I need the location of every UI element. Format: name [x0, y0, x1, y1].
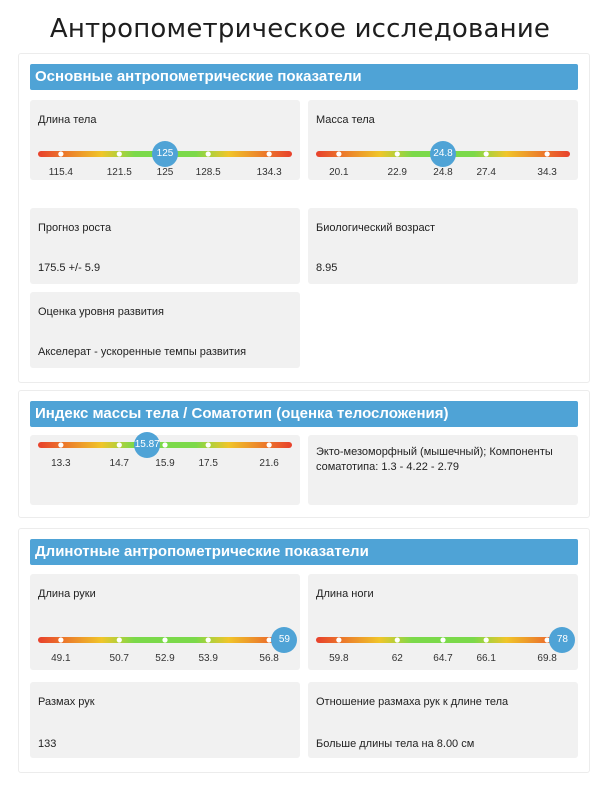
- scale-bar: [38, 574, 292, 664]
- scale-tick-dot: [58, 442, 63, 447]
- arm-length-card: [30, 574, 300, 670]
- scale-tick-label: 52.9: [155, 653, 175, 664]
- scale-tick-label: 34.3: [537, 167, 557, 178]
- leg-length-scale: [316, 574, 570, 664]
- basic-section: [18, 53, 590, 383]
- scale-bar: [38, 435, 292, 525]
- leg-length-card: [308, 574, 578, 670]
- scale-tick-label: 14.7: [109, 458, 129, 469]
- scale-tick-dot: [117, 637, 122, 642]
- scale-tick-dot: [58, 151, 63, 156]
- span-ratio-card: [308, 682, 578, 758]
- length-section: [18, 528, 590, 773]
- scale-value-marker: 59: [271, 627, 297, 653]
- scale-tick-dot: [484, 637, 489, 642]
- weight-label: Масса тела: [316, 114, 375, 126]
- somatotype-card: [308, 435, 578, 505]
- scale-tick-label: 24.8: [433, 167, 453, 178]
- scale-tick-label: 62: [391, 653, 403, 664]
- arm-length-label: Длина руки: [38, 588, 96, 600]
- scale-tick-label: 59.8: [329, 653, 349, 664]
- bio-age-card: [308, 208, 578, 284]
- bmi-section: [18, 390, 590, 518]
- height-scale: [38, 100, 292, 180]
- development-label: Оценка уровня развития: [38, 306, 164, 318]
- scale-tick-label: 15.9: [155, 458, 175, 469]
- scale-tick-label: 27.4: [476, 167, 496, 178]
- scale-tick-label: 64.7: [433, 653, 453, 664]
- arm-span-value: 133: [38, 738, 57, 750]
- scale-tick-label: 56.8: [259, 653, 279, 664]
- scale-tick-label: 134.3: [256, 167, 282, 178]
- span-ratio-value: Больше длины тела на 8.00 см: [316, 738, 475, 750]
- scale-tick-label: 125: [156, 167, 174, 178]
- scale-tick-dot: [545, 151, 550, 156]
- section-header-length: Длинотные антропометрические показатели: [30, 539, 578, 565]
- scale-tick-dot: [206, 151, 211, 156]
- arm-span-card: [30, 682, 300, 758]
- scale-tick-dot: [440, 637, 445, 642]
- scale-tick-label: 69.8: [537, 653, 557, 664]
- bmi-card: [30, 435, 300, 505]
- growth-forecast-value: 175.5 +/- 5.9: [38, 262, 101, 274]
- scale-value-marker: 125: [152, 141, 178, 167]
- scale-tick-label: 115.4: [48, 167, 74, 178]
- arm-span-label: Размах рук: [38, 696, 95, 708]
- bio-age-value: 8.95: [316, 262, 338, 274]
- scale-tick-dot: [267, 151, 272, 156]
- bio-age-label: Биологический возраст: [316, 222, 436, 234]
- somatotype-text: Экто-мезоморфный (мышечный); Компоненты соматотипа: 1.3 - 4.22 - 2.79: [316, 446, 553, 473]
- scale-tick-dot: [336, 637, 341, 642]
- scale-tick-label: 13.3: [51, 458, 71, 469]
- height-label: Длина тела: [38, 114, 97, 126]
- scale-tick-label: 50.7: [109, 653, 129, 664]
- scale-bar: [316, 574, 570, 664]
- scale-tick-dot: [162, 637, 167, 642]
- scale-tick-label: 20.1: [329, 167, 349, 178]
- scale-tick-dot: [336, 151, 341, 156]
- scale-value-marker: 24.8: [430, 141, 456, 167]
- scale-tick-dot: [206, 637, 211, 642]
- scale-tick-label: 49.1: [51, 653, 71, 664]
- height-card: [30, 100, 300, 180]
- scale-tick-dot: [58, 637, 63, 642]
- page-title: Антропометрическое исследование: [49, 14, 551, 44]
- scale-tick-label: 121.5: [106, 167, 132, 178]
- weight-scale: [316, 100, 570, 180]
- scale-tick-dot: [206, 442, 211, 447]
- scale-tick-label: 66.1: [476, 653, 496, 664]
- scale-tick-label: 17.5: [198, 458, 218, 469]
- scale-tick-dot: [395, 151, 400, 156]
- bmi-scale: [38, 435, 292, 515]
- development-card: [30, 292, 300, 368]
- scale-tick-dot: [395, 637, 400, 642]
- growth-forecast-card: [30, 208, 300, 284]
- section-header-basic: Основные антропометрические показатели: [30, 64, 578, 90]
- scale-tick-dot: [484, 151, 489, 156]
- scale-value-marker: 78: [549, 627, 575, 653]
- section-header-bmi: Индекс массы тела / Соматотип (оценка телосложения): [30, 401, 578, 427]
- scale-tick-label: 128.5: [195, 167, 221, 178]
- arm-length-scale: [38, 574, 292, 664]
- leg-length-label: Длина ноги: [316, 588, 374, 600]
- scale-tick-dot: [117, 151, 122, 156]
- scale-tick-dot: [162, 442, 167, 447]
- scale-tick-label: 53.9: [198, 653, 218, 664]
- scale-tick-label: 22.9: [387, 167, 407, 178]
- scale-tick-dot: [117, 442, 122, 447]
- scale-value-marker: 15.87: [134, 432, 160, 458]
- development-value: Акселерат - ускоренные темпы развития: [38, 346, 247, 358]
- span-ratio-label: Отношение размаха рук к длине тела: [316, 696, 509, 708]
- scale-tick-label: 21.6: [259, 458, 279, 469]
- weight-card: [308, 100, 578, 180]
- growth-forecast-label: Прогноз роста: [38, 222, 112, 234]
- scale-tick-dot: [267, 442, 272, 447]
